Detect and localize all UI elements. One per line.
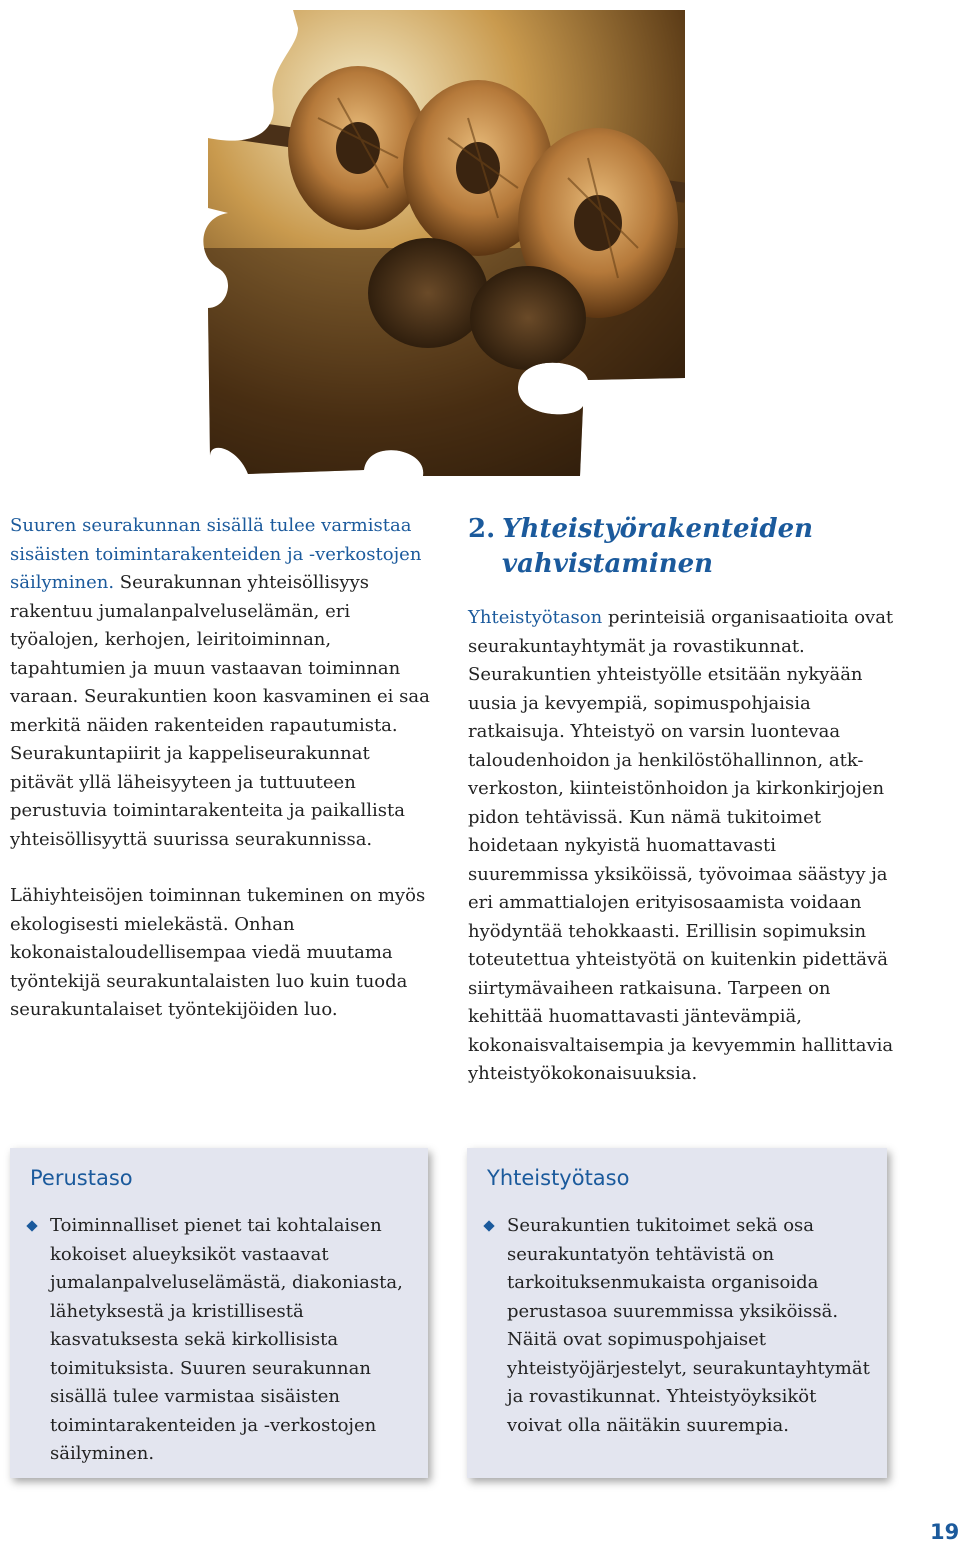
bread-puzzle-photo (188, 8, 688, 478)
perustaso-title: Perustaso (30, 1166, 133, 1190)
section-title-line1: Yhteistyörakenteiden (502, 514, 814, 544)
yhteistyotaso-title: Yhteistyötaso (487, 1166, 630, 1190)
right-column (468, 512, 898, 1089)
left-column (10, 512, 430, 1025)
perustaso-box (10, 1148, 428, 1478)
page-number: 19 (930, 1520, 960, 1544)
yhteistyotaso-item (485, 1212, 875, 1440)
left-paragraph-1 (10, 512, 430, 854)
section-title-line2: vahvistaminen (502, 549, 714, 579)
left-body-text: Seurakunnan yhteisöllisyys rakentuu jumalanpalveluselämän, eri työalojen, kerhojen, leiritoiminnan, tapahtumien ja muun vastaavan toiminnan varaan. Seurakuntien koon kasvaminen ei saa merkitä näiden rakenteiden rapautumista. Seurakuntapiirit ja kappeliseurakunnat pitävät yllä läheisyyteen ja tuttuuteen perustuvia toimintarakenteita ja paikallista yhteisöllisyyttä suurissa seurakunnissa. (10, 572, 430, 850)
section-heading (468, 512, 898, 582)
perustaso-item (28, 1212, 416, 1469)
yhteistyotaso-box (467, 1148, 887, 1478)
right-lead-text: Yhteistyötason (468, 607, 603, 628)
yhteistyotaso-text: Seurakuntien tukitoimet sekä osa seurakuntatyön tehtävistä on tarkoituksenmukaista organisoida perustasoa suuremmissa yksiköissä. Näitä ovat sopimuspohjaiset yhteistyöjärjestelyt, seurakuntayhtymät ja rovastikunnat. Yhteistyöyksiköt voivat olla näitäkin suurempia. (507, 1215, 870, 1436)
right-paragraph (468, 604, 898, 1089)
bullet-icon (483, 1220, 494, 1231)
section-number: 2. (468, 514, 496, 544)
bullet-icon (26, 1220, 37, 1231)
perustaso-text: Toiminnalliset pienet tai kohtalaisen kokoiset alueyksiköt vastaavat jumalanpalveluselämästä, diakoniasta, lähetyksestä ja kristillisestä kasvatuksesta sekä kirkollisista toimituksista. Suuren seurakunnan sisällä tulee varmistaa sisäisten toimintarakenteiden ja -verkostojen säilyminen. (50, 1215, 403, 1464)
left-lead-text: Suuren seurakunnan sisällä tulee varmistaa sisäisten toimintarakenteiden ja -verkostojen säilyminen. (10, 515, 422, 593)
left-paragraph-2: Lähiyhteisöjen toiminnan tukeminen on myös ekologisesti mielekästä. Onhan kokonaistaloudellisempaa viedä muutama työntekijä seurakuntalaisten luo kuin tuoda seurakuntalaiset työntekijöiden luo. (10, 885, 426, 1020)
right-body-text: perinteisiä organisaatioita ovat seurakuntayhtymät ja rovastikunnat. Seurakuntien yhteistyölle etsitään nykyään uusia ja kevyempiä, sopimuspohjaisia ratkaisuja. Yhteistyö on varsin luontevaa taloudenhoidon ja henkilöstöhallinnon, atk-verkoston, kiinteistönhoidon ja kirkonkirjojen pidon tehtävissä. Kun nämä tukitoimet hoidetaan nykyistä huomattavasti suuremmissa yksiköissä, työvoimaa säästyy ja eri ammattialojen erityisosaamista voidaan hyödyntää tehokkaasti. Erillisin sopimuksin toteutettua yhteistyötä on kuitenkin pidettävä siirtymävaiheen ratkaisuna. Tarpeen on kehittää huomattavasti jäntevämpiä, kokonaisvaltaisempia ja kevyemmin hallittavia yhteistyökokonaisuuksia. (468, 607, 894, 1084)
